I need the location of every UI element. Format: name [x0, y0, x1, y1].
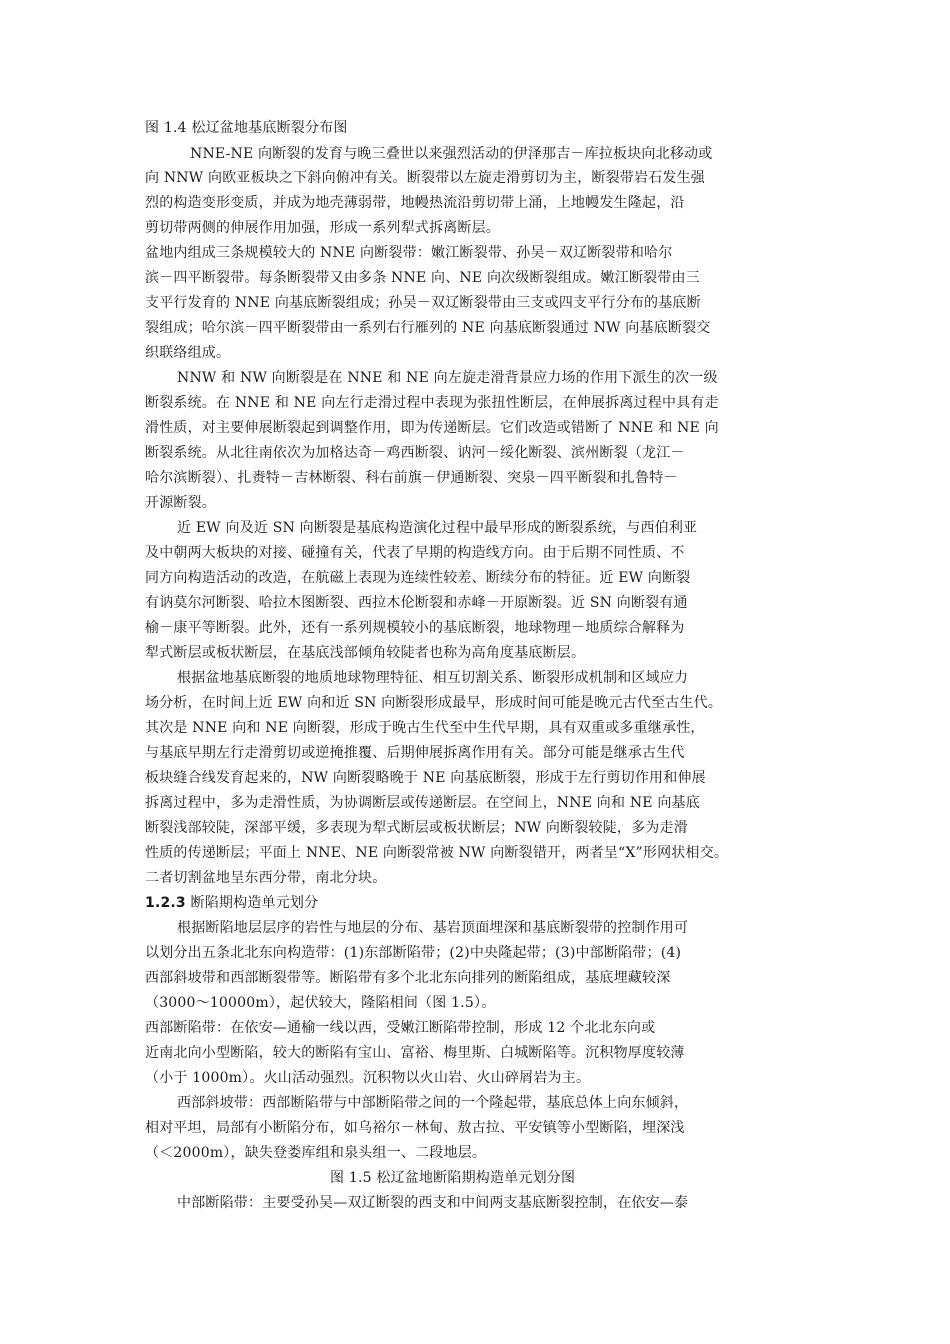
paragraph-line: 裂组成；哈尔滨－四平断裂带由一系列右行雁列的 NE 向基底断裂通过 NW 向基底断裂交	[145, 320, 711, 336]
paragraph-line: 近南北向小型断陷，较大的断陷有宝山、富裕、梅里斯、白城断陷等。沉积物厚度较薄	[145, 1045, 685, 1061]
paragraph-line: 向 NNW 向欧亚板块之下斜向俯冲有关。断裂带以左旋走滑剪切为主，断裂带岩石发生强	[145, 170, 705, 186]
paragraph-line: 榆－康平等断裂。此外，还有一系列规模较小的基底断裂，地球物理－地质综合解释为	[145, 620, 685, 636]
paragraph-line: 及中朝两大板块的对接、碰撞有关，代表了早期的构造线方向。由于后期不同性质、不	[145, 545, 685, 561]
paragraph-line: 开源断裂。	[145, 495, 216, 511]
paragraph-line: 场分析，在时间上近 EW 向和近 SN 向断裂形成最早，形成时间可能是晚元古代至古生代。	[145, 695, 723, 711]
paragraph-line: （3000～10000m），起伏较大，隆陷相间（图 1.5）。	[145, 995, 496, 1011]
paragraph-line: 近 EW 向及近 SN 向断裂是基底构造演化过程中最早形成的断裂系统，与西伯利亚	[177, 520, 698, 536]
paragraph-line: 相对平坦，局部有小断陷分布，如乌裕尔－林甸、敖古拉、平安镇等小型断陷，埋深浅	[145, 1120, 685, 1136]
paragraph-line: 中部断陷带：主要受孙吴—双辽断裂的西支和中间两支基底断裂控制，在依安—泰	[177, 1195, 689, 1211]
paragraph-line: 以划分出五条北北东向构造带：(1)东部断陷带；(2)中央隆起带；(3)中部断陷带；(4)	[145, 945, 682, 961]
paragraph-line: 性质的传递断层；平面上 NNE、NE 向断裂常被 NW 向断裂错开，两者呈“X”形网状相交。	[145, 845, 729, 861]
paragraph-line: 拆离过程中，多为走滑性质，为协调断层或传递断层。在空间上，NNE 向和 NE 向基底	[145, 795, 700, 811]
paragraph-line: 同方向构造活动的改造，在航磁上表现为连续性较差、断续分布的特征。近 EW 向断裂	[145, 570, 691, 586]
paragraph-line: 哈尔滨断裂）、扎赉特－吉林断裂、科右前旗－伊通断裂、突泉－四平断裂和扎鲁特－	[145, 470, 678, 486]
paragraph-line: 犁式断层或板状断层，在基底浅部倾角较陡者也称为高角度基底断层。	[145, 645, 586, 661]
paragraph-line: 断裂浅部较陡，深部平缓，多表现为犁式断层或板状断层；NW 向断裂较陡，多为走滑	[145, 820, 688, 836]
figure-caption-1-5: 图 1.5 松辽盆地断陷期构造单元划分图	[330, 1170, 576, 1186]
paragraph-line: NNE-NE 向断裂的发育与晚三叠世以来强烈活动的伊泽那吉－库拉板块向北移动或	[190, 146, 713, 162]
paragraph-line: 断裂系统。从北往南依次为加格达奇－鸡西断裂、讷河－绥化断裂、滨州断裂（龙江－	[145, 445, 685, 461]
paragraph-line: （小于 1000m）。火山活动强烈。沉积物以火山岩、火山碎屑岩为主。	[145, 1070, 591, 1086]
paragraph-line: 支平行发育的 NNE 向基底断裂组成；孙吴－双辽断裂带由三支或四支平行分布的基底断	[145, 295, 701, 311]
paragraph-line: 板块缝合线发育起来的，NW 向断裂略晚于 NE 向基底断裂，形成于左行剪切作用和伸展	[145, 770, 706, 786]
paragraph-line: 盆地内组成三条规模较大的 NNE 向断裂带：嫩江断裂带、孙吴－双辽断裂带和哈尔	[145, 245, 673, 261]
paragraph-line: 二者切割盆地呈东西分带，南北分块。	[145, 870, 387, 886]
paragraph-line: 与基底早期左行走滑剪切或逆掩推覆、后期伸展拆离作用有关。部分可能是继承古生代	[145, 745, 685, 761]
paragraph-line: 织联络组成。	[145, 345, 231, 361]
paragraph-line: 滑性质，对主要伸展断裂起到调整作用，即为传递断层。它们改造或错断了 NNE 和 NE 向	[145, 420, 719, 436]
paragraph-line: 剪切带两侧的伸展作用加强，形成一系列犁式拆离断层。	[145, 220, 500, 236]
paragraph-line: （＜2000m），缺失登娄库组和泉头组一、二段地层。	[145, 1145, 487, 1161]
paragraph-line: 根据断陷地层层序的岩性与地层的分布、基岩顶面埋深和基底断裂带的控制作用可	[177, 920, 689, 936]
paragraph-line: 滨－四平断裂带。每条断裂带又由多条 NNE 向、NE 向次级断裂组成。嫩江断裂带由三	[145, 270, 700, 286]
paragraph-line: 西部断陷带：在依安—通榆一线以西，受嫩江断陷带控制，形成 12 个北北东向或	[145, 1020, 656, 1036]
figure-caption-1-4: 图 1.4 松辽盆地基底断裂分布图	[145, 120, 348, 136]
paragraph-line: NNW 和 NW 向断裂是在 NNE 和 NE 向左旋走滑背景应力场的作用下派生的次一级	[177, 370, 718, 386]
paragraph-line: 烈的构造变形变质，并成为地壳薄弱带，地幔热流沿剪切带上涌，上地幔发生隆起，沿	[145, 195, 685, 211]
section-number: 1.2.3	[145, 895, 186, 911]
paragraph-line: 西部斜坡带：西部断陷带与中部断陷带之间的一个隆起带，基底总体上向东倾斜，	[177, 1095, 689, 1111]
section-title: 断陷期构造单元划分	[190, 895, 319, 911]
paragraph-line: 其次是 NNE 向和 NE 向断裂，形成于晚古生代至中生代早期，具有双重或多重继承性，	[145, 720, 705, 736]
paragraph-line: 根据盆地基底断裂的地质地球物理特征、相互切割关系、断裂形成机制和区域应力	[177, 670, 689, 686]
paragraph-line: 断裂系统。在 NNE 和 NE 向左行走滑过程中表现为张扭性断层，在伸展拆离过程中具有走	[145, 395, 719, 411]
paragraph-line: 有讷莫尔河断裂、哈拉木图断裂、西拉木伦断裂和赤峰－开原断裂。近 SN 向断裂有通	[145, 595, 688, 611]
paragraph-line: 西部斜坡带和西部断裂带等。断陷带有多个北北东向排列的断陷组成，基底埋藏较深	[145, 970, 671, 986]
section-heading	[145, 893, 318, 913]
